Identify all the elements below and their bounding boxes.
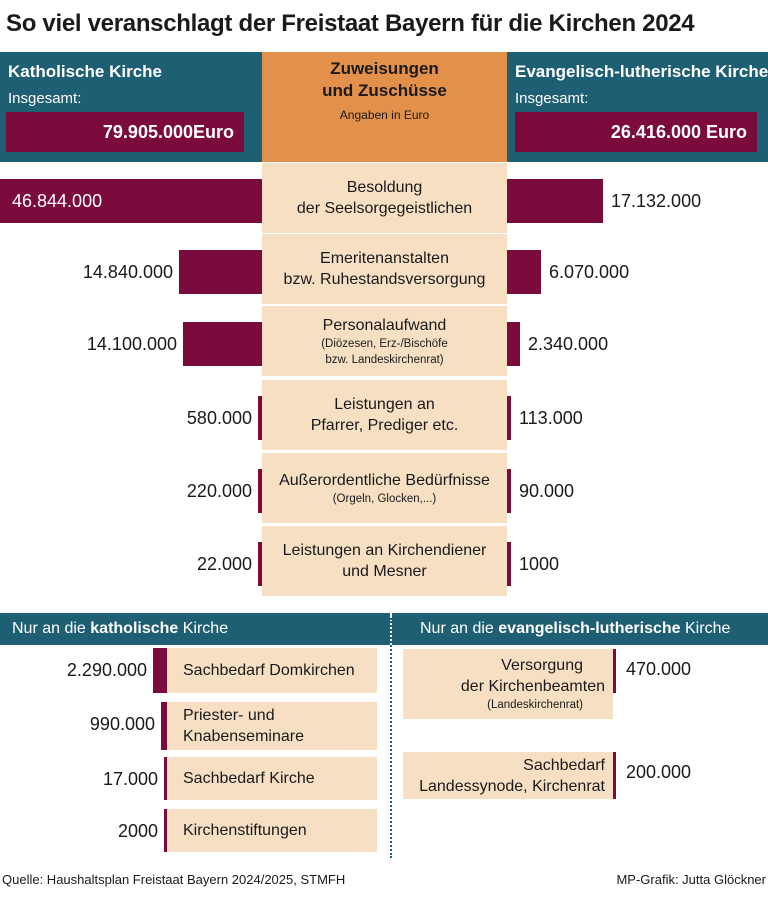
catholic-only-box: [167, 809, 377, 852]
catholic-value-label: 580.000: [186, 408, 252, 428]
catholic-bar: [179, 250, 262, 294]
catholic-only-value: 2000: [117, 821, 158, 841]
catholic-total-caption: Insgesamt:: [8, 90, 82, 107]
catholic-value-label: 14.840.000: [82, 262, 173, 282]
category-label: Emeritenanstalten: [320, 250, 449, 267]
catholic-only-value: 2.290.000: [66, 660, 147, 680]
catholic-bar: [183, 322, 262, 366]
catholic-only-header: [0, 613, 390, 645]
center-header-line1: Zuweisungen: [330, 59, 439, 78]
lutheran-bar: [507, 396, 511, 440]
lutheran-only-bar: [613, 649, 616, 693]
category-box: [262, 306, 507, 376]
lutheran-total-box: 26.416.000 Euro: [515, 112, 757, 152]
category-sublabel: (Diözesen, Erz-/Bischöfe: [321, 337, 448, 350]
lutheran-value-label: 17.132.000: [611, 191, 702, 211]
lutheran-only-box: [403, 649, 613, 719]
catholic-bar: [258, 396, 262, 440]
chart-title: So viel veranschlagt der Freistaat Bayern für die Kirchen 2024: [6, 10, 695, 37]
category-label-line2: Pfarrer, Prediger etc.: [310, 417, 459, 434]
catholic-header-label: Katholische Kirche: [8, 62, 162, 81]
lutheran-only-bold: evangelisch-lutherische: [498, 620, 681, 637]
catholic-only-label: Priester- und: [183, 707, 275, 724]
lutheran-header-label: Evangelisch-lutherische Kirche: [515, 62, 768, 81]
lutheran-bar: [507, 250, 541, 294]
lutheran-value-label: 2.340.000: [528, 334, 609, 354]
category-label: Außerordentliche Bedürfnisse: [279, 471, 490, 489]
catholic-only-box: [167, 702, 377, 750]
center-header-line2: und Zuschüsse: [322, 81, 447, 100]
catholic-only-value: 17.000: [102, 769, 158, 789]
category-label: Personalaufwand: [322, 316, 447, 334]
category-box: [262, 163, 507, 233]
center-header: [262, 52, 507, 162]
catholic-bar: [258, 469, 262, 513]
catholic-only-label: Sachbedarf Domkirchen: [183, 662, 355, 679]
category-sublabel-line2: bzw. Landeskirchenrat): [325, 353, 444, 366]
category-sublabel: (Orgeln, Glocken,...): [332, 492, 437, 505]
catholic-value-label: 22.000: [196, 554, 252, 574]
catholic-only-value: 990.000: [89, 714, 155, 734]
category-label-line2: bzw. Ruhestandsversorgung: [283, 271, 486, 288]
lutheran-value-label: 113.000: [519, 408, 583, 428]
catholic-only-label-line2: Knabenseminare: [183, 728, 304, 745]
category-box: [262, 453, 507, 523]
lutheran-only-header: [392, 613, 768, 645]
lutheran-only-label: Versorgung: [501, 657, 583, 674]
category-label: Leistungen an: [334, 396, 435, 413]
lutheran-bar: [507, 469, 511, 513]
lutheran-only-label: Sachbedarf: [523, 756, 605, 774]
catholic-value-label: 46.844.000: [12, 191, 103, 211]
catholic-only-box: [167, 757, 377, 800]
lutheran-only-bar: [613, 752, 616, 799]
credit-note: MP-Grafik: Jutta Glöckner: [616, 872, 766, 887]
catholic-only-box: [167, 648, 377, 693]
lutheran-only-suffix: Kirche: [680, 620, 731, 637]
catholic-only-label: Kirchenstiftungen: [183, 822, 307, 839]
category-box: [262, 380, 507, 450]
category-label-line2: der Seelsorgegeistlichen: [296, 200, 473, 217]
catholic-only-suffix: Kirche: [178, 620, 229, 637]
category-label-line2: und Mesner: [342, 563, 427, 580]
catholic-bar: [258, 542, 262, 586]
lutheran-only-value: 200.000: [626, 762, 692, 782]
catholic-value-label: 14.100.000: [86, 334, 177, 354]
lutheran-value-label: 90.000: [519, 481, 575, 501]
lutheran-value-label: 6.070.000: [549, 262, 630, 282]
catholic-total-box: 79.905.000Euro: [6, 112, 244, 152]
catholic-header: [0, 52, 262, 162]
lutheran-header: [507, 52, 768, 162]
catholic-only-bar: [153, 648, 167, 693]
lutheran-total-caption: Insgesamt:: [515, 90, 589, 107]
center-header-unit: Angaben in Euro: [339, 108, 430, 122]
lutheran-only-label-line2: Landessynode, Kirchenrat: [419, 777, 605, 795]
catholic-only-bar: [161, 702, 167, 750]
category-label: Leistungen an Kirchendiener: [282, 542, 487, 559]
category-label: Besoldung: [346, 179, 423, 196]
catholic-only-prefix: Nur an die: [12, 620, 91, 637]
catholic-only-label: Sachbedarf Kirche: [183, 770, 315, 787]
lutheran-value-label: 1000: [519, 554, 560, 574]
category-box: [262, 526, 507, 596]
lutheran-bar: [507, 322, 520, 366]
lutheran-bar: [507, 179, 603, 223]
catholic-only-bar: [164, 757, 167, 800]
catholic-only-bold: katholische: [90, 620, 179, 637]
category-box: [262, 234, 507, 304]
lutheran-only-box: [403, 752, 613, 799]
catholic-value-label: 220.000: [186, 481, 252, 501]
source-note: Quelle: Haushaltsplan Freistaat Bayern 2024/2025, STMFH: [2, 872, 346, 887]
lutheran-only-value: 470.000: [626, 659, 692, 679]
lutheran-only-sublabel: (Landeskirchenrat): [487, 699, 583, 711]
catholic-only-bar: [164, 809, 167, 852]
lutheran-bar: [507, 542, 511, 586]
section-divider: [390, 618, 392, 858]
lutheran-only-prefix: Nur an die: [420, 620, 499, 637]
lutheran-only-label-line2: der Kirchenbeamten: [460, 678, 605, 695]
